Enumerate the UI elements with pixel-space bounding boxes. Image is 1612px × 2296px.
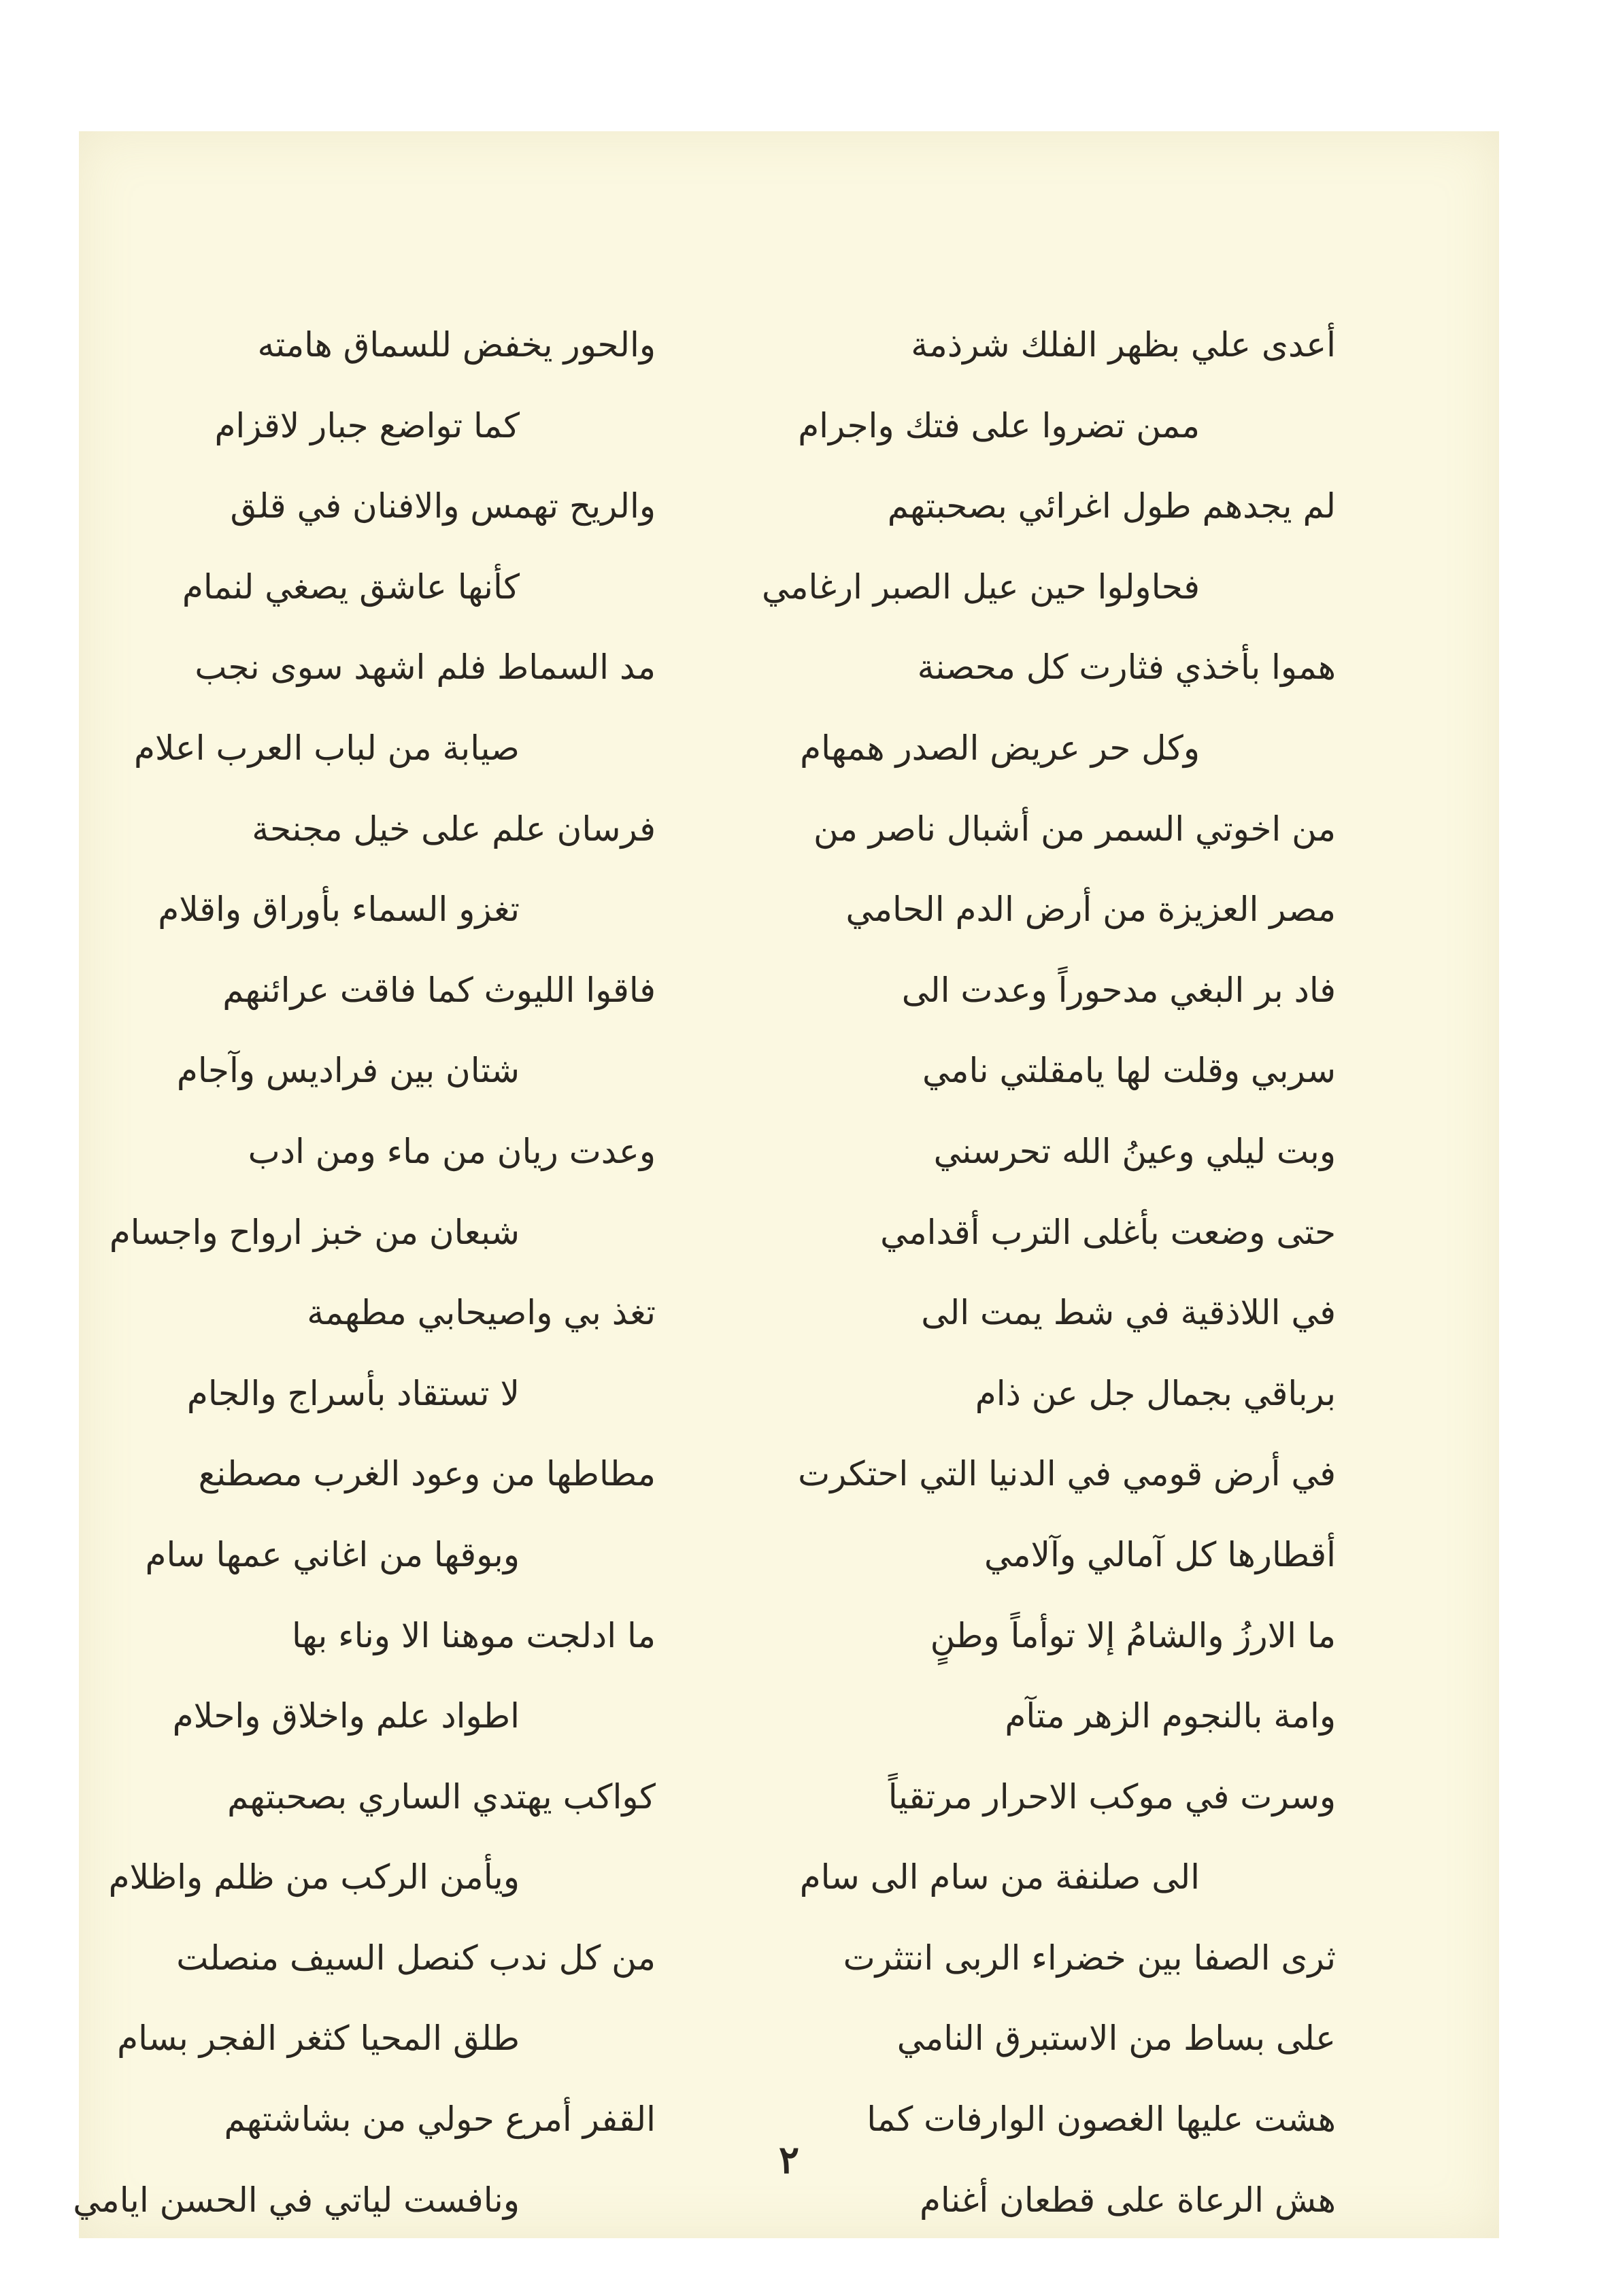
verse-line: وكل حر عريض الصدر همهام [800, 728, 1200, 768]
verse-line: القفر أمرع حولي من بشاشتهم [224, 2099, 656, 2140]
verse-line: في أرض قومي في الدنيا التي احتكرت [798, 1454, 1336, 1494]
verse-line: مصر العزيزة من أرض الدم الحامي [845, 890, 1336, 930]
verse-line: وبت ليلي وعينُ الله تحرسني [933, 1131, 1336, 1171]
verse-line: تغزو السماء بأوراق واقلام [158, 890, 520, 930]
verse-line: وعدت ريان من ماء ومن ادب [248, 1131, 656, 1171]
verse-line: شتان بين فراديس وآجام [176, 1051, 520, 1091]
verse-line: مد السماط فلم اشهد سوى نجب [195, 647, 656, 688]
verse-line: أعدى علي بظهر الفلك شرذمة [911, 325, 1336, 365]
verse-line: ثرى الصفا بين خضراء الربى انتثرت [843, 1938, 1336, 1978]
verse-line: فحاولوا حين عيل الصبر ارغامي [762, 567, 1200, 607]
verse-line: كما تواضع جبار لاقزام [214, 405, 520, 445]
poem-column-left [44, 305, 656, 2240]
verse-line: من اخوتي السمر من أشبال ناصر من [813, 809, 1336, 849]
verse-line: في اللاذقية في شط يمت الى [921, 1293, 1336, 1333]
verse-line: الى صلنفة من سام الى سام [799, 1857, 1200, 1897]
verse-line: هموا بأخذي فثارت كل محصنة [917, 647, 1336, 688]
verse-line: من كل ندب كنصل السيف منصلت [176, 1938, 656, 1978]
verse-line: طلق المحيا كثغر الفجر بسام [117, 2019, 520, 2059]
verse-line: ونافست لياتي في الحسن ايامي [73, 2180, 520, 2220]
verse-line: لم يجدهم طول اغرائي بصحبتهم [887, 486, 1336, 526]
verse-line: ما ادلجت موهنا الا وناء بها [292, 1615, 656, 1655]
verse-line: ويأمن الركب من ظلم واظلام [108, 1857, 520, 1897]
poem-column-right [724, 305, 1336, 2240]
verse-line: وبوقها من اغاني عمها سام [145, 1534, 520, 1574]
verse-line: ما الارزُ والشامُ إلا توأماً وطنٍ [930, 1615, 1336, 1655]
verse-line: حتى وضعت بأغلى الترب أقدامي [880, 1212, 1336, 1252]
verse-line: كأنها عاشق يصغي لنمام [182, 567, 520, 607]
page-number: ٢ [778, 2138, 800, 2182]
verse-line: أقطارها كل آمالي وآلامي [984, 1534, 1336, 1574]
verse-line: لا تستقاد بأسراج والجام [186, 1373, 520, 1413]
verse-line: ممن تضروا على فتك واجرام [798, 405, 1200, 445]
verse-line: والحور يخفض للسماق هامته [257, 325, 656, 365]
page-sheet [73, 131, 1499, 2238]
verse-line: هش الرعاة على قطعان أغنام [919, 2180, 1336, 2220]
verse-line: وامة بالنجوم الزهر متآم [1005, 1696, 1336, 1736]
verse-line: اطواد علم واخلاق واحلام [172, 1696, 520, 1736]
verse-line: سربي وقلت لها يامقلتي نامي [922, 1051, 1336, 1091]
verse-line: على بساط من الاستبرق النامي [896, 2019, 1336, 2059]
verse-line: هشت عليها الغصون الوارفات كما [867, 2099, 1336, 2140]
verse-line: كواكب يهتدي الساري بصحبتهم [227, 1776, 656, 1817]
verse-line: تغذ بي واصيحابي مطهمة [307, 1293, 656, 1333]
verse-line: فاقوا الليوث كما فاقت عرائنهم [222, 970, 656, 1010]
verse-line: صيابة من لباب العرب اعلام [134, 728, 520, 768]
verse-line: وسرت في موكب الاحرار مرتقياً [888, 1776, 1336, 1817]
verse-line: مطاطها من وعود الغرب مصطنع [198, 1454, 656, 1494]
verse-line: شبعان من خبز ارواح واجسام [109, 1212, 520, 1252]
verse-line: برباقي بجمال جل عن ذام [975, 1373, 1336, 1413]
verse-line: فاد بر البغي مدحوراً وعدت الى [901, 970, 1336, 1010]
verse-line: فرسان علم على خيل مجنحة [252, 809, 656, 849]
verse-line: والريح تهمس والافنان في قلق [230, 486, 656, 526]
